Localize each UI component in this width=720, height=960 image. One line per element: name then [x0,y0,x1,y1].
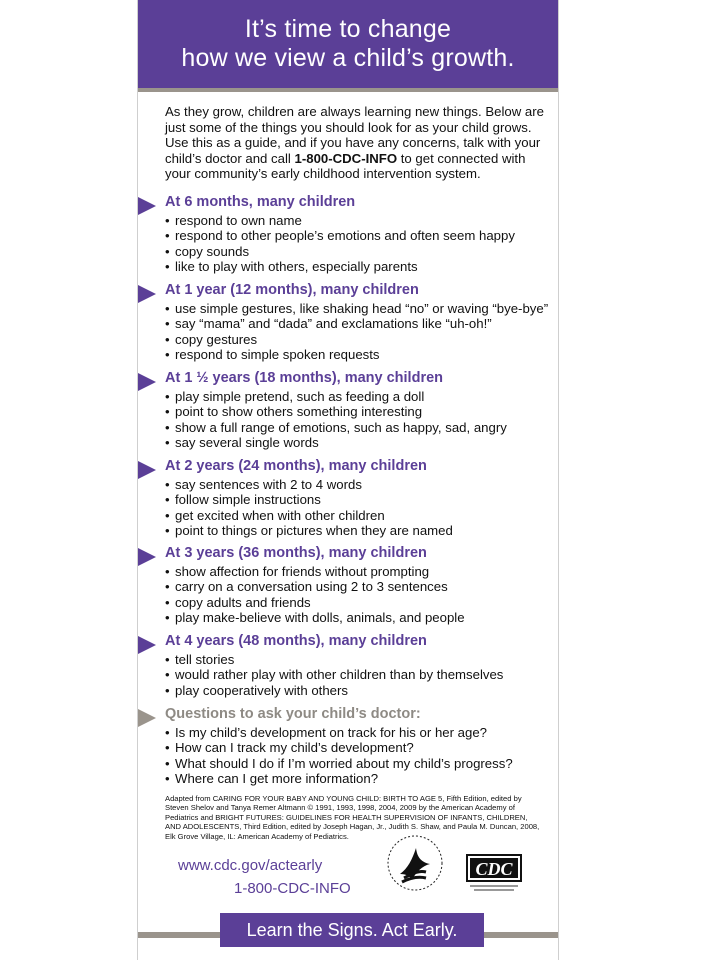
list-item: • What should I do if I’m worried about my child’s progress? [165,755,513,771]
list-item: • say several single words [165,435,319,451]
list-item: • carry on a conversation using 2 to 3 sentences [165,579,448,595]
list-item: • Where can I get more information? [165,771,379,787]
list-item: • respond to own name [165,213,302,228]
header-banner [138,0,558,88]
section-title: Questions to ask your child’s doctor: [165,706,421,722]
section-title: At 2 years (24 months), many children [165,458,427,474]
list-item: • say sentences with 2 to 4 words [165,477,362,492]
list-item: • play simple pretend, such as feeding a doll [165,389,425,404]
bullet-icon: • [165,389,170,404]
bullet-icon: • [165,523,170,539]
bullet-icon: • [165,610,170,626]
bullet-icon: • [165,228,170,244]
milestone-list [165,389,507,451]
bullet-icon: • [165,316,170,332]
list-item: • use simple gestures, like shaking head “no” or waving “bye-bye” [165,301,549,316]
list-item: • play cooperatively with others [165,682,348,698]
header-title-line2: how we view a child’s growth. [181,44,515,72]
phone-number: 1-800-CDC-INFO [234,880,351,897]
section-arrow-icon [138,373,156,391]
bullet-icon: • [165,755,170,771]
bullet-icon: • [165,419,170,435]
bullet-icon: • [165,243,170,259]
section-arrow-icon [138,461,156,479]
list-item: • like to play with others, especially parents [165,259,418,275]
list-item: • say “mama” and “dada” and exclamations like “uh-oh!” [165,316,492,332]
intro-text-after: to get connected with your community’s early childhood intervention system. [165,150,526,182]
fact-sheet [137,0,559,960]
bullet-icon: • [165,771,170,787]
cdc-logo-text: CDC [475,859,513,879]
list-item: • point to show others something interesting [165,404,423,420]
section-arrow-icon [138,548,156,566]
intro-paragraph [165,104,545,182]
milestone-list [165,564,465,626]
bullet-icon: • [165,682,170,698]
website-link[interactable]: www.cdc.gov/actearly [178,857,323,874]
list-item: • copy gestures [165,331,258,347]
bullet-icon: • [165,404,170,420]
bullet-icon: • [165,259,170,275]
list-item: • copy adults and friends [165,594,311,610]
bullet-icon: • [165,301,170,316]
bullet-icon: • [165,331,170,347]
bullet-icon: • [165,667,170,683]
list-item: • point to things or pictures when they are named [165,523,453,539]
bullet-icon: • [165,492,170,508]
list-item: • tell stories [165,652,235,667]
bullet-icon: • [165,435,170,451]
intro-phone: 1-800-CDC-INFO [294,150,398,166]
bullet-icon: • [165,740,170,756]
bullet-icon: • [165,507,170,523]
questions-list [165,725,513,787]
cdc-logo-icon [464,852,524,894]
header-title-line1: It’s time to change [244,15,452,43]
tagline-banner: Learn the Signs. Act Early. [220,913,484,947]
list-item: • follow simple instructions [165,492,321,508]
list-item: • would rather play with other children than by themselves [165,667,504,683]
bullet-icon: • [165,594,170,610]
list-item: • show affection for friends without prompting [165,564,430,579]
header-divider [138,88,558,92]
list-item: • How can I track my child’s development? [165,740,414,756]
bullet-icon: • [165,579,170,595]
list-item: • copy sounds [165,243,250,259]
section-title: At 6 months, many children [165,194,356,210]
list-item: • play make-believe with dolls, animals, and people [165,610,465,626]
bullet-icon: • [165,725,170,740]
milestone-list [165,477,453,539]
section-arrow-icon [138,636,156,654]
section-title: At 1 year (12 months), many children [165,282,419,298]
section-arrow-icon [138,285,156,303]
hhs-seal-icon [386,834,444,892]
section-title: At 4 years (48 months), many children [165,633,427,649]
list-item: • get excited when with other children [165,507,385,523]
document-code: 220791 [523,940,549,949]
list-item: • Is my child’s development on track for his or her age? [165,725,488,740]
source-credit: Adapted from CARING FOR YOUR BABY AND YOUNG CHILD: BIRTH TO AGE 5, Fifth Edition, edited by Steven Shelov and Tanya Remer Altmann © 1991, 1993, 1998, 2004, 2009 by the American Academy of Pediatrics and BRIGHT FUTURES: GUIDELINES FOR HEALTH SUPERVISION OF INFANTS, CHILDREN, AND ADOLESCENTS, Third Edition, edited by Joseph Hagan, Jr., Judith S. Shaw, and Paula M. Duncan, 2008, Elk Grove Village, IL: American Academy of Pediatrics. [165,794,540,841]
intro-text-before: As they grow, children are always learning new things. Below are just some of the things you should look for as your child grows. Use this as a guide, and if you have any concerns, talk with your child’s doctor and call [165,104,544,166]
bullet-icon: • [165,652,170,667]
bullet-icon: • [165,213,170,228]
bullet-icon: • [165,564,170,579]
section-arrow-icon [138,197,156,215]
milestone-list [165,301,548,363]
section-title: At 1 ½ years (18 months), many children [165,370,444,386]
list-item: • show a full range of emotions, such as happy, sad, angry [165,419,507,435]
list-item: • respond to other people’s emotions and often seem happy [165,228,515,244]
section-arrow-icon [138,709,156,727]
milestone-list [165,213,515,275]
bullet-icon: • [165,347,170,363]
milestone-list [165,652,503,698]
section-title: At 3 years (36 months), many children [165,545,427,561]
list-item: • respond to simple spoken requests [165,347,380,363]
bullet-icon: • [165,477,170,492]
